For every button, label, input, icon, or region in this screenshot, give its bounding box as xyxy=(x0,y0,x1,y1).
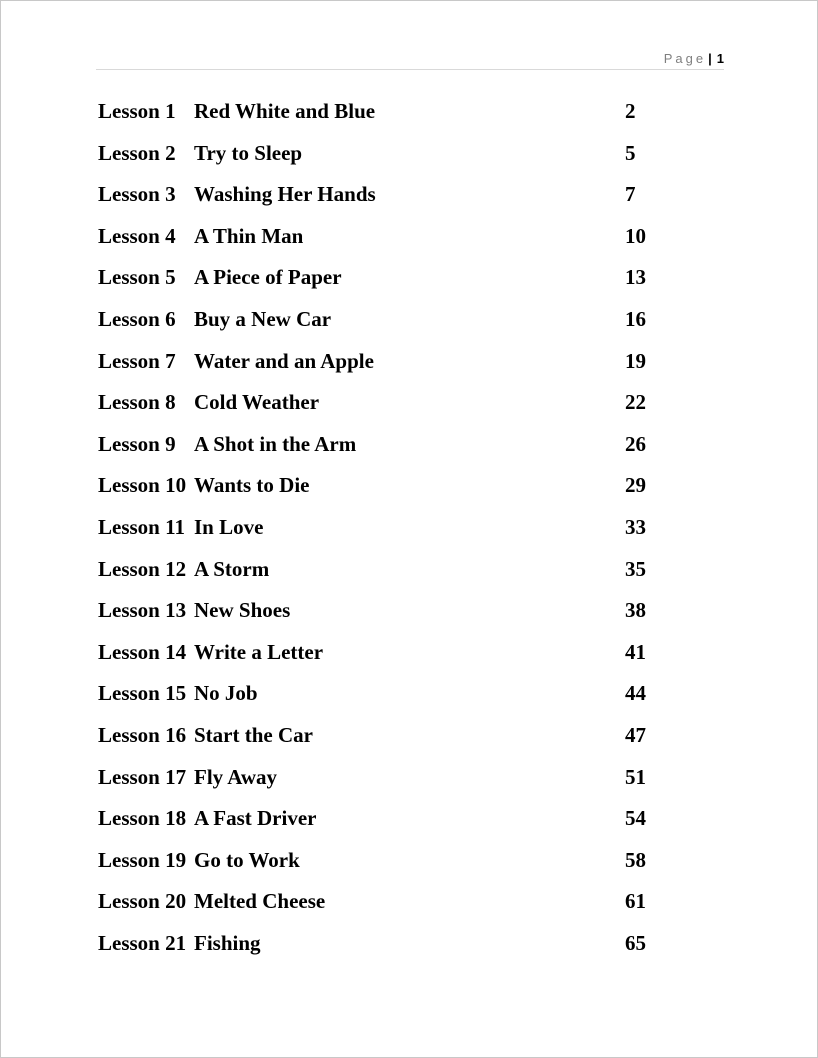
toc-row xyxy=(98,430,658,472)
lesson-page-number: 10 xyxy=(625,223,646,248)
lesson-page-number: 41 xyxy=(625,639,646,664)
lesson-title: A Shot in the Arm xyxy=(194,431,357,456)
lesson-number: Lesson 1 xyxy=(98,99,176,123)
lesson-page-number: 19 xyxy=(625,348,646,373)
lesson-title: Fishing xyxy=(194,930,261,955)
toc-row xyxy=(98,763,658,805)
lesson-number: Lesson 16 xyxy=(98,722,187,747)
lesson-page-number: 47 xyxy=(625,722,646,747)
lesson-number: Lesson 19 xyxy=(98,847,187,872)
lesson-title: Red White and Blue xyxy=(194,99,376,123)
toc-row xyxy=(98,929,658,971)
lesson-number: Lesson 17 xyxy=(98,764,187,789)
lesson-title: Start the Car xyxy=(194,722,313,747)
lesson-title: New Shoes xyxy=(194,598,291,623)
toc-row xyxy=(98,721,658,763)
lesson-page-number: 2 xyxy=(625,99,636,123)
lesson-page-number: 22 xyxy=(625,390,646,415)
lesson-page-number: 29 xyxy=(625,473,646,498)
lesson-page-number: 7 xyxy=(625,182,636,207)
lesson-title: Fly Away xyxy=(194,764,278,789)
lesson-page-number: 58 xyxy=(625,847,646,872)
toc-row xyxy=(98,513,658,555)
lesson-number: Lesson 15 xyxy=(98,681,187,706)
lesson-title: Buy a New Car xyxy=(194,306,332,331)
toc-row xyxy=(98,305,658,347)
lesson-number: Lesson 6 xyxy=(98,306,176,331)
lesson-number: Lesson 2 xyxy=(98,140,176,165)
lesson-title: Go to Work xyxy=(194,847,300,872)
page-separator: | xyxy=(708,51,712,66)
lesson-number: Lesson 7 xyxy=(98,348,176,373)
toc-row xyxy=(98,347,658,389)
lesson-page-number: 13 xyxy=(625,265,646,290)
lesson-page-number: 16 xyxy=(625,306,646,331)
toc-row xyxy=(98,222,658,264)
toc-row xyxy=(98,679,658,721)
lesson-page-number: 51 xyxy=(625,764,646,789)
lesson-page-number: 38 xyxy=(625,598,646,623)
page-header xyxy=(96,49,724,70)
lesson-title: Melted Cheese xyxy=(194,889,326,914)
lesson-page-number: 26 xyxy=(625,431,646,456)
toc-row xyxy=(98,97,658,139)
lesson-title: Washing Her Hands xyxy=(194,182,376,207)
lesson-title: A Fast Driver xyxy=(194,806,317,831)
toc-row xyxy=(98,263,658,305)
lesson-page-number: 44 xyxy=(625,681,646,706)
lesson-number: Lesson 10 xyxy=(98,473,187,498)
lesson-number: Lesson 20 xyxy=(98,889,187,914)
lesson-number: Lesson 4 xyxy=(98,223,176,248)
lesson-title: A Thin Man xyxy=(194,223,304,248)
table-of-contents xyxy=(98,97,658,970)
lesson-number: Lesson 9 xyxy=(98,431,176,456)
toc-row xyxy=(98,846,658,888)
lesson-number: Lesson 13 xyxy=(98,598,187,623)
lesson-page-number: 54 xyxy=(625,806,646,831)
lesson-title: A Storm xyxy=(194,556,270,581)
lesson-page-number: 5 xyxy=(625,140,636,165)
toc-row xyxy=(98,638,658,680)
lesson-page-number: 33 xyxy=(625,514,646,539)
lesson-number: Lesson 11 xyxy=(98,514,185,539)
lesson-number: Lesson 5 xyxy=(98,265,176,290)
lesson-page-number: 61 xyxy=(625,889,646,914)
toc-row xyxy=(98,804,658,846)
lesson-page-number: 35 xyxy=(625,556,646,581)
lesson-title: Wants to Die xyxy=(194,473,310,498)
toc-row xyxy=(98,388,658,430)
toc-row xyxy=(98,887,658,929)
page-number-group xyxy=(664,51,724,66)
lesson-number: Lesson 3 xyxy=(98,182,176,207)
toc-row xyxy=(98,596,658,638)
lesson-number: Lesson 8 xyxy=(98,390,176,415)
lesson-page-number: 65 xyxy=(625,930,646,955)
toc-row xyxy=(98,180,658,222)
toc-row xyxy=(98,555,658,597)
lesson-title: In Love xyxy=(194,514,264,539)
lesson-title: Water and an Apple xyxy=(194,348,374,373)
lesson-title: Cold Weather xyxy=(194,390,320,415)
lesson-title: Try to Sleep xyxy=(194,140,303,165)
lesson-title: No Job xyxy=(194,681,258,706)
lesson-number: Lesson 12 xyxy=(98,556,187,581)
toc-row xyxy=(98,139,658,181)
page-label: Page xyxy=(663,51,707,66)
lesson-title: A Piece of Paper xyxy=(194,265,342,290)
lesson-title: Write a Letter xyxy=(194,639,324,664)
lesson-number: Lesson 18 xyxy=(98,806,187,831)
lesson-number: Lesson 21 xyxy=(98,930,187,955)
toc-row xyxy=(98,471,658,513)
page-number: 1 xyxy=(716,51,724,66)
lesson-number: Lesson 14 xyxy=(98,639,187,664)
